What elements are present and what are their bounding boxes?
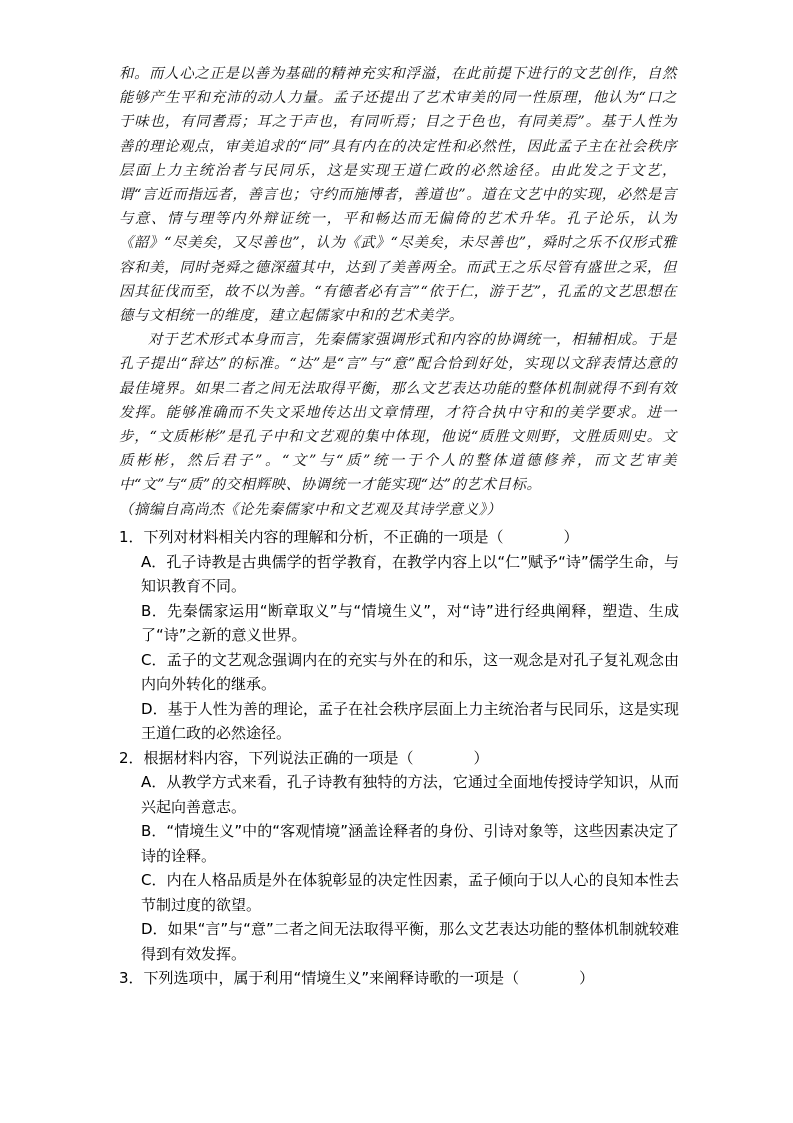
option-c: C．孟子的文艺观念强调内在的充实与外在的和乐，这一观念是对孔子复礼观念由内向外转化的继承。 <box>141 650 679 693</box>
passage-paragraph-1: 和。而人心之正是以善为基础的精神充实和浮溢，在此前提下进行的文艺创作，自然能够产生平和充沛的动人力量。孟子还提出了艺术审美的同一性原理，他认为“口之于味也，有同耆焉；耳之于声也，有同听焉；目之于色也，有同美焉”。基于人性为善的理论观点，审美追求的“同”具有内在的决定性和必然性，因此孟子主在社会秩序层面上力主统治者与民同乐，这是实现王道仁政的必然途径。由此发之于文艺，谓“言近而指远者，善言也；守约而施博者，善道也”。道在文艺中的实现，必然是言与意、情与理等内外辩证统一，平和畅达而无偏倚的艺术升华。孔子论乐，认为《韶》“尽美矣，又尽善也”，认为《武》“尽美矣，未尽善也”，舜时之乐不仅形式雅容和美，同时尧舜之德深蕴其中，达到了美善两全。而武王之乐尽管有盛世之采，但因其征伐而至，故不以为善。“有德者必有言”“依于仁，游于艺”，孔孟的文艺思想在德与文相统一的维度，建立起儒家中和的艺术美学。 <box>119 66 677 325</box>
option-b: B．“情境生义”中的“客观情境”涵盖诠释者的身份、引诗对象等，这些因素决定了诗的诠释。 <box>141 822 679 865</box>
question-1 <box>119 525 679 746</box>
option-b: B．先秦儒家运用“断章取义”与“情境生义”，对“诗”进行经典阐释，塑造、生成了“诗”之新的意义世界。 <box>141 601 679 644</box>
question-stem: 1．下列对材料相关内容的理解和分析，不正确的一项是（ ） <box>119 528 579 546</box>
question-stem: 3．下列选项中，属于利用“情境生义”来阐释诗歌的一项是（ ） <box>119 969 595 987</box>
passage-source: （摘编自高尚杰《论先秦儒家中和文艺观及其诗学意义》） <box>119 501 502 518</box>
question-3 <box>119 966 679 991</box>
option-a: A．孔子诗教是古典儒学的哲学教育，在教学内容上以“仁”赋予“诗”儒学生命，与知识教育不同。 <box>141 552 679 595</box>
question-2 <box>119 746 679 967</box>
option-d: D．如果“言”与“意”二者之间无法取得平衡，那么文艺表达功能的整体机制就较难得到有效发挥。 <box>141 920 679 963</box>
question-stem: 2．根据材料内容，下列说法正确的一项是（ ） <box>119 748 489 767</box>
option-c: C．内在人格品质是外在体貌彰显的决定性因素，孟子倾向于以人心的良知本性去节制过度的欲望。 <box>141 871 679 914</box>
question-list <box>119 525 679 991</box>
option-a: A．从教学方式来看，孔子诗教有独特的方法，它通过全面地传授诗学知识，从而兴起向善意志。 <box>141 773 679 816</box>
reading-passage <box>119 62 677 522</box>
option-d: D．基于人性为善的理论，孟子在社会秩序层面上力主统治者与民同乐，这是实现王道仁政的必然途径。 <box>141 699 679 742</box>
passage-paragraph-2: 对于艺术形式本身而言，先秦儒家强调形式和内容的协调统一，相辅相成。于是孔子提出“辞达”的标准。“达”是“言”与“意”配合恰到好处，实现以文辞表情达意的最佳境界。如果二者之间无法取得平衡，那么文艺表达功能的整体机制就得不到有效发挥。能够准确而不失文采地传达出文章情理，才符合执中守和的美学要求。进一步，“文质彬彬”是孔子中和文艺观的集中体现，他说“质胜文则野，文胜质则史。文质彬彬，然后君子”。“文”与“质”统一于个人的整体道德修养，而文艺审美中“文”与“质”的交相辉映、协调统一才能实现“达”的艺术目标。 <box>119 332 677 494</box>
